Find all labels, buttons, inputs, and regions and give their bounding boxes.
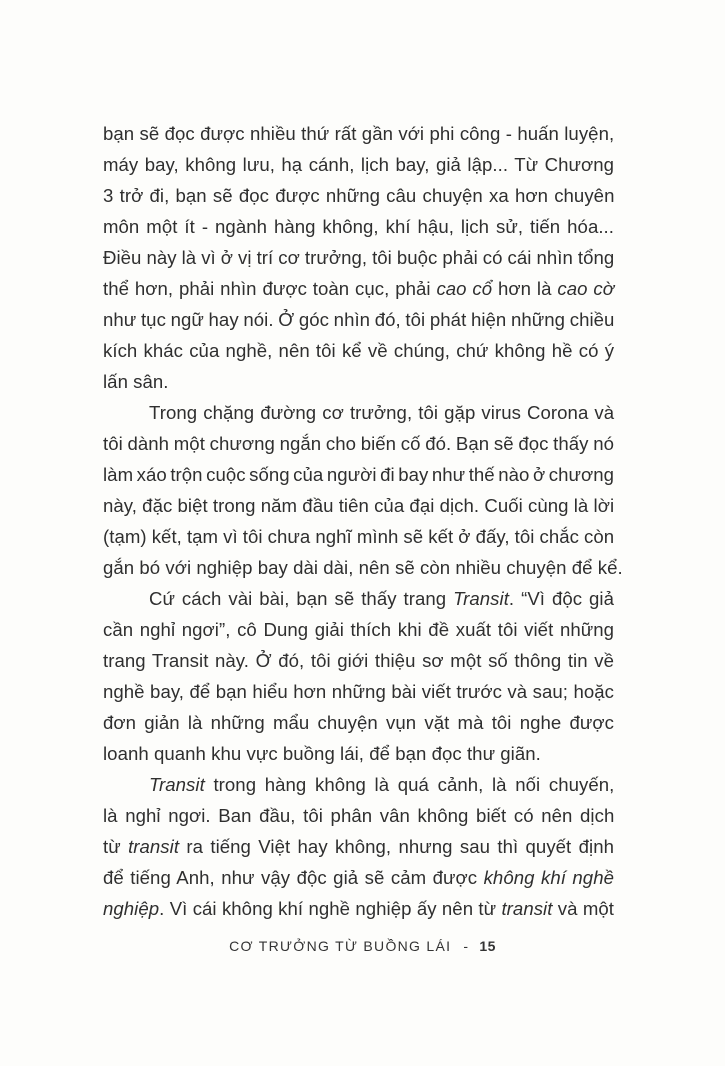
text-line [103,521,614,552]
text-line [103,738,614,769]
text-line [103,645,614,676]
paragraph [103,583,614,769]
text-line [103,366,614,397]
text-run: . “Vì độc giả [508,588,614,609]
footer-separator: - [463,938,470,954]
text-run: ra tiếng Việt hay không, nhưng sau thì quyết định [179,836,614,857]
italic-text: Transit [453,588,509,609]
text-run: máy bay, không lưu, hạ cánh, lịch bay, giả lập... Từ Chương [103,154,614,175]
text-line [103,552,623,583]
text-run: (tạm) kết, tạm vì tôi chưa nghĩ mình sẽ kết ở đấy, tôi chắc còn [103,526,615,547]
italic-text: không khí nghề [483,867,614,888]
text-run: là nghỉ ngơi. Ban đầu, tôi phân vân không biết có nên dịch [103,805,615,826]
paragraph [103,769,614,924]
text-run: tôi dành một chương ngắn cho biến cố đó. Bạn sẽ đọc thấy nó [103,433,614,454]
text-line [103,459,614,490]
text-line [103,490,614,521]
text-line [103,118,614,149]
text-line [103,211,614,242]
page-body [103,118,623,924]
running-title: CƠ TRƯỞNG TỪ BUỒNG LÁI [229,938,452,954]
text-run: kích khác của nghề, nên tôi kể về chúng, chứ không hề có ý [103,340,615,361]
text-line [103,397,614,428]
paragraph [103,397,623,583]
text-run: trong hàng không là quá cảnh, là nối chuyến, [204,774,615,795]
text-line [103,304,614,335]
text-run: trang Transit này. Ở đó, tôi giới thiệu sơ một số thông tin về [103,650,614,671]
text-run: lấn sân. [103,371,169,392]
text-line [103,180,614,211]
text-run: hơn là [492,278,558,299]
text-run: đơn giản là những mẩu chuyện vụn vặt mà tôi nghe được [103,712,614,733]
italic-text: cao cổ [436,278,493,299]
text-line [103,676,614,707]
text-run: từ [103,836,129,857]
text-run: này, đặc biệt trong năm đầu tiên của đại dịch. Cuối cùng là lời [103,495,615,516]
italic-text: nghiệp [103,898,160,919]
text-run: môn một ít - ngành hàng không, khí hậu, lịch sử, tiến hóa... [103,216,614,237]
paragraph [103,118,614,397]
text-run: để tiếng Anh, như vậy độc giả sẽ cảm được [103,867,484,888]
text-run: làm xáo trộn cuộc sống của người đi bay như thế nào ở chương [103,464,614,485]
text-line [103,831,614,862]
text-run: Cứ cách vài bài, bạn sẽ thấy trang [149,588,454,609]
text-line [103,862,614,893]
text-run: như tục ngữ hay nói. Ở góc nhìn đó, tôi phát hiện những chiều [103,309,615,330]
text-run: nghề bay, để bạn hiểu hơn những bài viết trước và sau; hoặc [103,681,614,702]
text-run: thể hơn, phải nhìn được toàn cục, phải [103,278,437,299]
text-line [103,242,614,273]
text-line [103,335,614,366]
text-run: 3 trở đi, bạn sẽ đọc được những câu chuyện xa hơn chuyên [103,185,615,206]
italic-text: cao cờ [557,278,615,299]
text-line [103,800,614,831]
page-number: 15 [479,938,496,954]
italic-text: Transit [149,774,205,795]
text-line [103,273,614,304]
text-line [103,614,614,645]
text-line [103,149,614,180]
italic-text: transit [501,898,553,919]
text-line [103,428,614,459]
text-line [103,893,614,924]
text-run: bạn sẽ đọc được nhiều thứ rất gần với phi công - huấn luyện, [103,123,615,144]
text-run: cần nghỉ ngơi”, cô Dung giải thích khi đề xuất tôi viết những [103,619,614,640]
text-run: Điều này là vì ở vị trí cơ trưởng, tôi buộc phải có cái nhìn tổng [103,247,615,268]
text-run: gắn bó với nghiệp bay dài dài, nên sẽ còn nhiều chuyện để kể. [103,557,623,578]
page-footer [0,938,725,954]
text-line [103,583,614,614]
italic-text: transit [128,836,180,857]
text-run: Trong chặng đường cơ trưởng, tôi gặp virus Corona và [149,402,615,423]
text-line [103,707,614,738]
text-line [103,769,614,800]
text-run: . Vì cái không khí nghề nghiệp ấy nên từ [159,898,502,919]
text-run: loanh quanh khu vực buồng lái, để bạn đọc thư giãn. [103,743,541,764]
text-run: và một [552,898,615,919]
